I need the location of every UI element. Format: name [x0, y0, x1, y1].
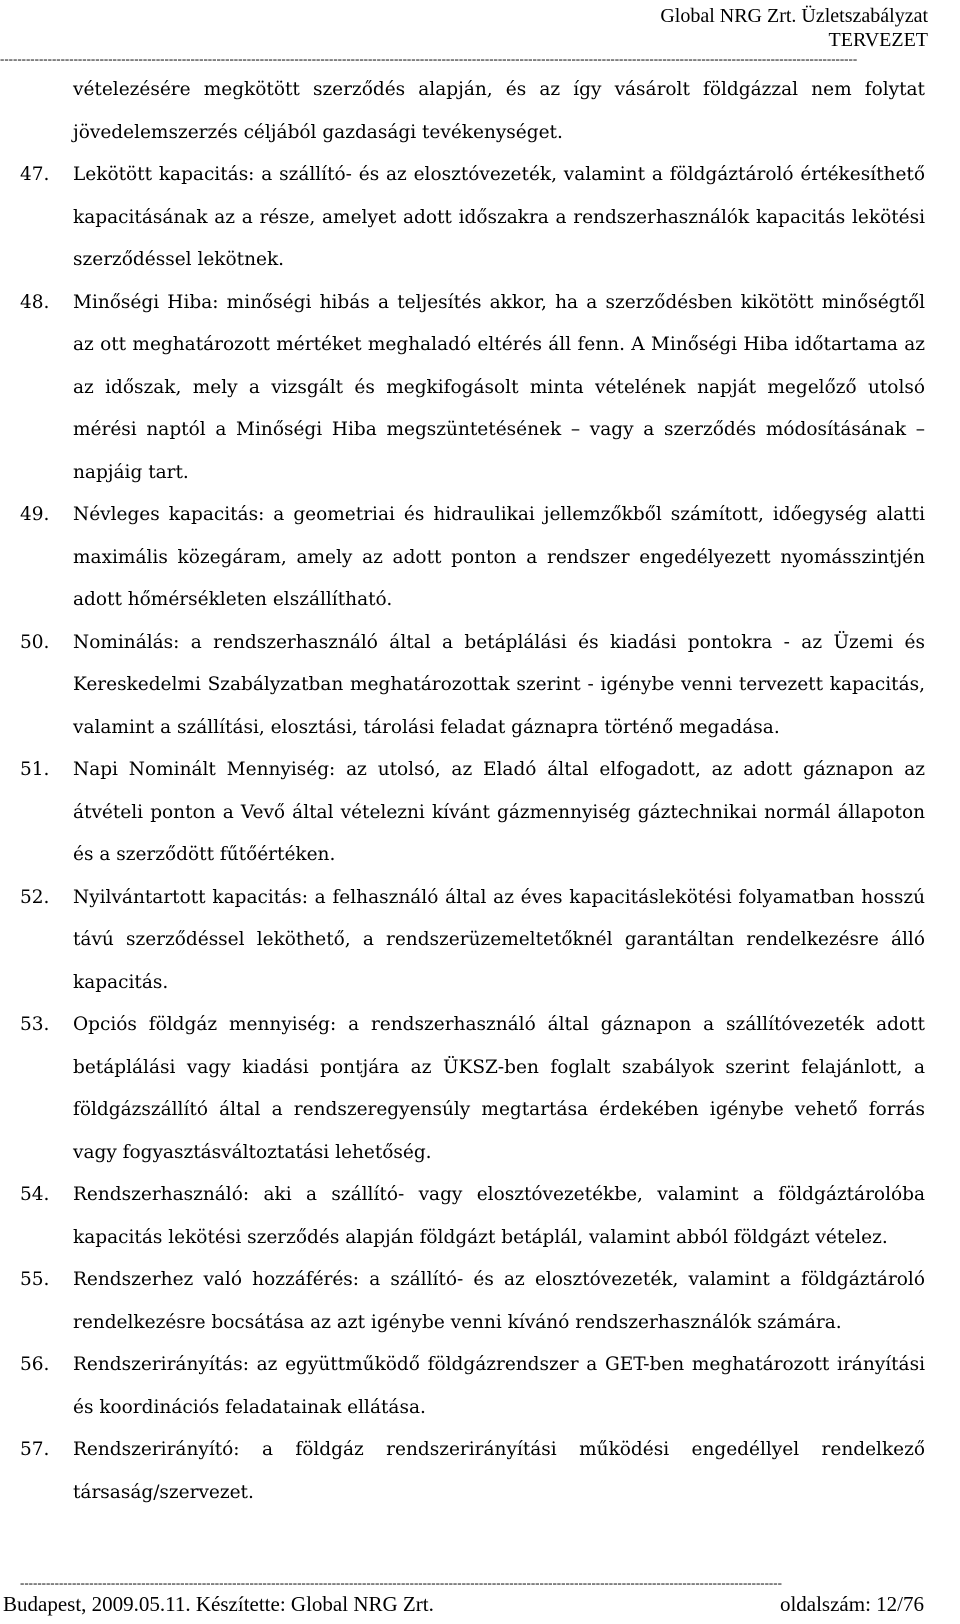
definition-item [20, 749, 925, 877]
item-number: 56. [20, 1354, 50, 1375]
definition-item [20, 622, 925, 750]
item-number: 49. [20, 504, 50, 525]
item-text: Rendszerirányító: a földgáz rendszerirányítási működési engedéllyel rendelkező társaság/szervezet. [73, 1439, 925, 1503]
item-number: 50. [20, 631, 50, 653]
item-number: 47. [20, 164, 50, 185]
definition-item [20, 1429, 925, 1514]
item-number: 52. [20, 886, 50, 908]
header-title: Global NRG Zrt. Üzletszabályzat [660, 5, 928, 27]
item-text: Nominálás: a rendszerhasználó által a betáplálási és kiadási pontokra - az Üzemi és Kereskedelmi Szabályzatban meghatározottak szerint - igénybe venni tervezett kapacitás, valamint a szállítási, elosztási, tárolási feladat gáznapra történő megadása. [73, 631, 925, 738]
item-text: Rendszerirányítás: az együttműködő földgázrendszer a GET-ben meghatározott irányítási és koordinációs feladatainak ellátása. [73, 1354, 925, 1418]
footer-author: Budapest, 2009.05.11. Készítette: Global NRG Zrt. [3, 1592, 434, 1616]
definition-item [20, 1259, 925, 1344]
item-number: 51. [20, 759, 50, 780]
item-number: 57. [20, 1439, 50, 1460]
header-rule: ------------------------------------------------------------------------------------------------------------------------------------------------------------------------------------------------------ [0, 52, 858, 66]
item-text: Napi Nominált Mennyiség: az utolsó, az Eladó által elfogadott, az adott gáznapon az átvételi ponton a Vevő által vételezni kívánt gázmennyiség gáztechnikai normál állapoton és a szerződött fűtőértéken. [73, 759, 925, 865]
definition-item [20, 1004, 925, 1174]
definition-item [20, 282, 925, 495]
definition-list [20, 154, 925, 1514]
intro-paragraph: vételezésére megkötött szerződés alapján, és az így vásárolt földgázzal nem folytat jövedelemszerzés céljából gazdasági tevékenységet. [73, 79, 925, 143]
item-text: Nyilvántartott kapacitás: a felhasználó által az éves kapacitáslekötési folyamatban hosszú távú szerződéssel leköthető, a rendszerüzemeltetőknél garantáltan rendelkezésre álló kapacitás. [73, 886, 925, 993]
footer-rule: -------------------------------------------------------------------------------------------------------------------------------------------------------------------------------- [20, 1576, 782, 1590]
item-number: 53. [20, 1014, 50, 1035]
item-number: 48. [20, 291, 50, 313]
page-number: oldalszám: 12/76 [779, 1592, 924, 1616]
item-text: Opciós földgáz mennyiség: a rendszerhasználó által gáznapon a szállítóvezeték adott betáplálási vagy kiadási pontjára az ÜKSZ-ben foglalt szabályok szerint felajánlott, a földgázszállító által a rendszeregyensúly megtartása érdekében igénybe vehető forrás vagy fogyasztásváltoztatási lehetőség. [73, 1014, 925, 1163]
item-text: Névleges kapacitás: a geometriai és hidraulikai jellemzőkből számított, időegység alatti maximális közegáram, amely az adott ponton a rendszer engedélyezett nyomásszintjén adott hőmérsékleten elszállítható. [73, 504, 925, 610]
item-text: Rendszerhasználó: aki a szállító- vagy elosztóvezetékbe, valamint a földgáztárolóba kapacitás lekötési szerződés alapján földgázt betáplál, valamint abból földgázt vételez. [73, 1184, 925, 1248]
definition-item [20, 494, 925, 622]
document-body [20, 69, 925, 1514]
item-text: Rendszerhez való hozzáférés: a szállító- és az elosztóvezeték, valamint a földgáztároló rendelkezésre bocsátása az azt igénybe venni kívánó rendszerhasználók számára. [73, 1269, 925, 1333]
header-status: TERVEZET [828, 29, 928, 51]
definition-item [20, 1174, 925, 1259]
item-number: 55. [20, 1269, 50, 1290]
definition-item [20, 877, 925, 1005]
item-number: 54. [20, 1184, 50, 1205]
item-text: Minőségi Hiba: minőségi hibás a teljesítés akkor, ha a szerződésben kikötött minőségtől az ott meghatározott mértéket meghaladó eltérés áll fenn. A Minőségi Hiba időtartama az az időszak, mely a vizsgált és megkifogásolt minta vételének napját megelőző utolsó mérési naptól a Minőségi Hiba megszüntetésének – vagy a szerződés módosításának – napjáig tart. [73, 291, 925, 483]
definition-item [20, 154, 925, 282]
page-header [660, 4, 928, 52]
item-text: Lekötött kapacitás: a szállító- és az elosztóvezeték, valamint a földgáztároló értékesíthető kapacitásának az a része, amelyet adott időszakra a rendszerhasználók kapacitás lekötési szerződéssel lekötnek. [73, 164, 925, 270]
definition-item [20, 1344, 925, 1429]
